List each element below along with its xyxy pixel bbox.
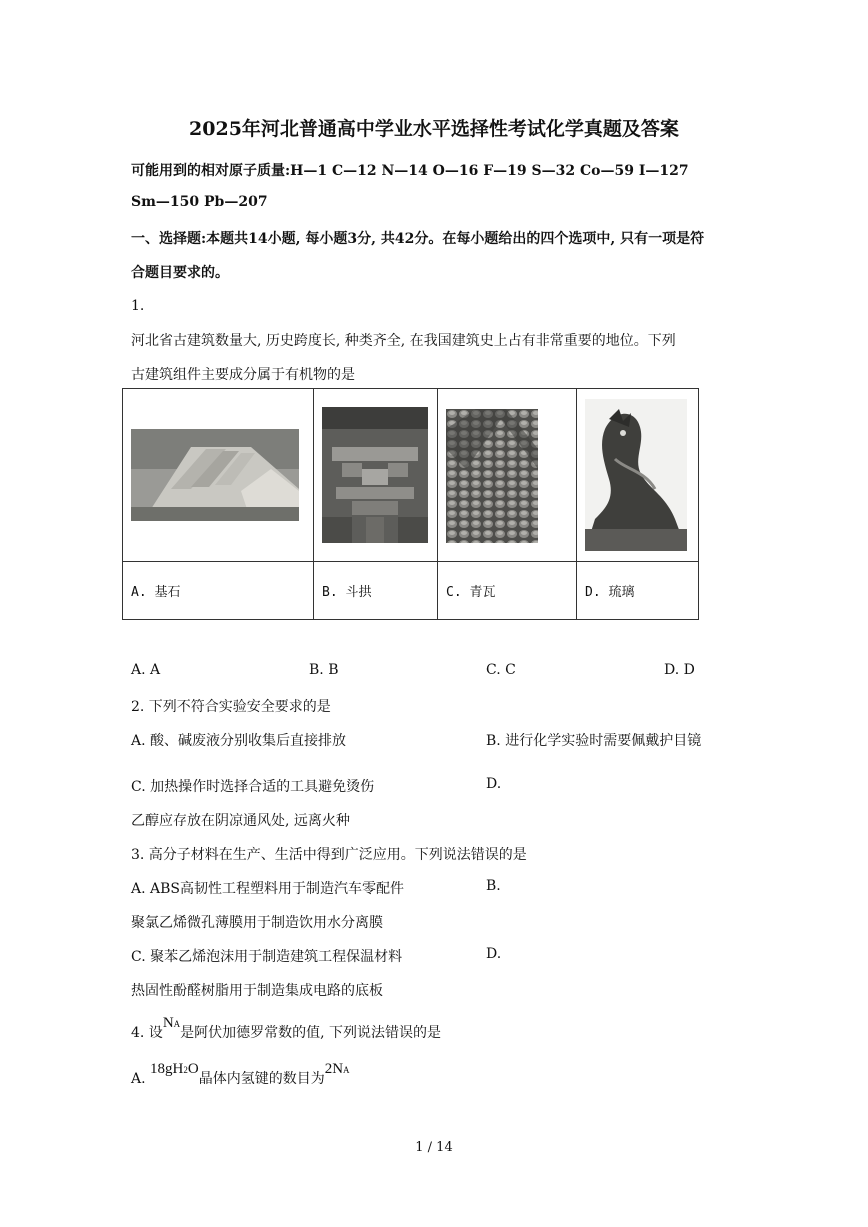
q4-value-main: 2N: [324, 1061, 344, 1077]
q2-option-d-label: D.: [486, 776, 502, 792]
q3-option-d-label: D.: [486, 946, 502, 962]
q4-option-a-text: 晶体内氢键的数目为: [198, 1071, 325, 1087]
na-symbol-sub: A: [173, 1019, 181, 1029]
atomic-mass-line-1: 可能用到的相对原子质量:H—1 C—12 N—14 O—16 F—19 S—32 Co—59 I—127: [131, 163, 689, 179]
q2-stem: 2. 下列不符合实验安全要求的是: [131, 699, 331, 715]
atomic-mass-line-2: Sm—150 Pb—207: [131, 194, 268, 210]
q3-stem: 3. 高分子材料在生产、生活中得到广泛应用。下列说法错误的是: [131, 847, 527, 863]
q1-image-table: [122, 388, 699, 620]
label-green-tile: C. 青瓦: [438, 562, 577, 620]
q4-formula-end: O: [187, 1061, 199, 1077]
q2-option-c: C. 加热操作时选择合适的工具避免烫伤: [131, 779, 375, 795]
q3-option-b-text: 聚氯乙烯微孔薄膜用于制造饮用水分离膜: [131, 915, 383, 931]
q1-stem-line-2: 古建筑组件主要成分属于有机物的是: [131, 367, 355, 383]
q3-option-b-label: B.: [486, 878, 501, 894]
q3-option-c: C. 聚苯乙烯泡沫用于制造建筑工程保温材料: [131, 949, 403, 965]
q4-formula: [150, 1061, 199, 1077]
q1-option-d: D. D: [664, 662, 695, 678]
q1-number: 1.: [131, 298, 145, 314]
q4-option-a-label: A.: [131, 1071, 146, 1087]
q4-value-sub: A: [343, 1065, 350, 1075]
na-symbol: [163, 1015, 180, 1031]
cell-foundation-stone: [123, 389, 314, 562]
q4-formula-main: 18gH: [150, 1061, 184, 1077]
dougong-photo: [322, 407, 428, 543]
label-dougong: B. 斗拱: [314, 562, 438, 620]
page-title: 2025年河北普通高中学业水平选择性考试化学真题及答案: [189, 118, 679, 140]
page-number: 1 / 14: [415, 1140, 453, 1155]
q4-value: [325, 1061, 350, 1077]
q1-option-b: B. B: [309, 662, 339, 678]
q1-option-c: C. C: [486, 662, 516, 678]
q4-stem-suffix: 是阿伏加德罗常数的值, 下列说法错误的是: [180, 1025, 442, 1041]
label-glazed-tile: D. 琉璃: [577, 562, 699, 620]
q2-option-d-text: 乙醇应存放在阴凉通风处, 远离火种: [131, 813, 350, 829]
section-heading-line-1: 一、选择题:本题共14小题, 每小题3分, 共42分。在每小题给出的四个选项中, 只有一项是符: [131, 231, 705, 247]
q4-stem: [131, 1015, 442, 1042]
cell-glazed-tile: [577, 389, 699, 562]
cell-green-tile: [438, 389, 577, 562]
q4-formula-sub: 2: [183, 1065, 188, 1075]
q3-option-d-text: 热固性酚醛树脂用于制造集成电路的底板: [131, 983, 383, 999]
q1-stem-line-1: 河北省古建筑数量大, 历史跨度长, 种类齐全, 在我国建筑史上占有非常重要的地位。下列: [131, 333, 676, 349]
green-tile-photo: [446, 409, 538, 543]
q4-option-a: [131, 1061, 350, 1088]
na-symbol-letter: N: [162, 1015, 174, 1031]
q1-option-a: A. A: [131, 662, 161, 678]
cell-dougong: [314, 389, 438, 562]
q2-option-a: A. 酸、碱废液分别收集后直接排放: [131, 733, 347, 749]
section-heading-line-2: 合题目要求的。: [131, 265, 229, 281]
foundation-stone-photo: [131, 429, 299, 521]
q2-option-b: B. 进行化学实验时需要佩戴护目镜: [486, 733, 702, 749]
q3-option-a: A. ABS高韧性工程塑料用于制造汽车零配件: [131, 881, 404, 897]
label-foundation-stone: A. 基石: [123, 562, 314, 620]
glazed-tile-photo: [585, 399, 687, 551]
q4-stem-prefix: 4. 设: [131, 1025, 163, 1041]
